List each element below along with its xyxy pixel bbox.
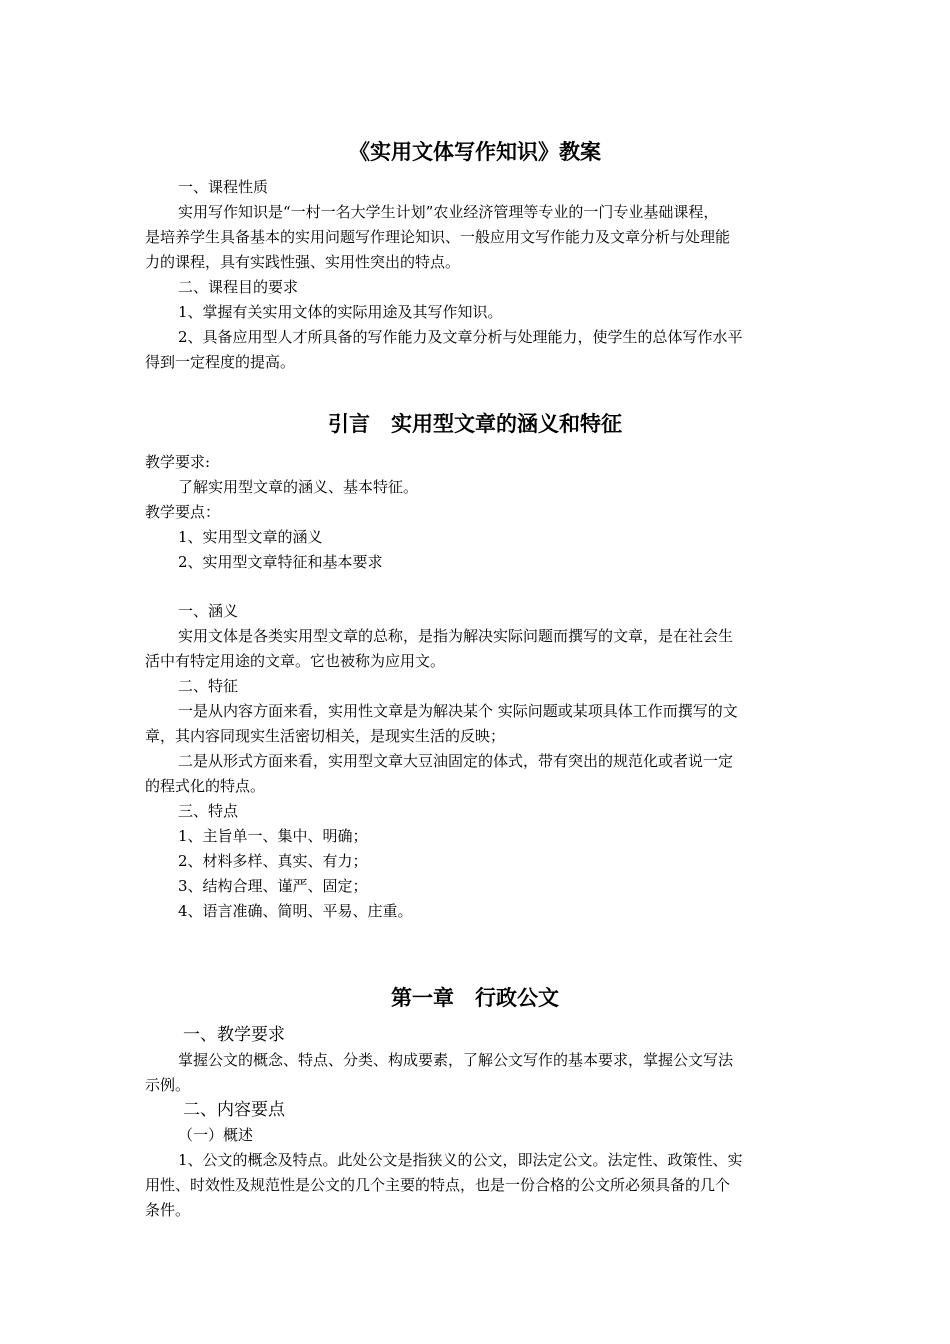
intro-point-item: 2、实用型文章特征和基本要求 — [178, 553, 383, 571]
course-nature-heading: 一、课程性质 — [178, 178, 269, 196]
intro-points-label: 教学要点： — [145, 503, 221, 521]
feature-line: 二是从形式方面来看，实用型文章大豆油固定的体式，带有突出的规范化或者说一定 — [178, 752, 734, 770]
chapter1-heading: 第一章 行政公文 — [391, 985, 559, 1010]
intro-req-text: 了解实用型文章的涵义、基本特征。 — [178, 478, 419, 496]
feature-line: 的程式化的特点。 — [145, 777, 266, 795]
chapter1-concept-line: 1、公文的概念及特点。此处公文是指狭义的公文，即法定公文。法定性、政策性、实 — [178, 1151, 743, 1169]
chapter1-overview: （一）概述 — [178, 1126, 254, 1144]
feature-line: 章，其内容同现实生活密切相关，是现实生活的反映； — [145, 727, 506, 745]
course-goal-item: 1、掌握有关实用文体的实际用途及其写作知识。 — [178, 303, 503, 321]
meaning-heading: 一、涵义 — [178, 602, 239, 620]
meaning-line: 实用文体是各类实用型文章的总称，是指为解决实际问题而撰写的文章，是在社会生 — [178, 627, 734, 645]
intro-req-label: 教学要求: — [145, 453, 211, 471]
trait-item: 4、语言准确、简明、平易、庄重。 — [178, 902, 413, 920]
document-title: 《实用文体写作知识》教案 — [349, 139, 601, 164]
course-goal-heading: 二、课程目的要求 — [178, 278, 299, 296]
trait-item: 3、结构合理、谨严、固定； — [178, 877, 368, 895]
intro-heading: 引言 实用型文章的涵义和特征 — [328, 411, 622, 436]
feature-heading: 二、特征 — [178, 677, 239, 695]
trait-heading: 三、特点 — [178, 802, 239, 820]
chapter1-concept-line: 条件。 — [145, 1201, 191, 1219]
course-nature-line: 力的课程，具有实践性强、实用性突出的特点。 — [145, 253, 461, 271]
trait-item: 2、材料多样、真实、有力； — [178, 852, 368, 870]
chapter1-req-line: 示例。 — [145, 1076, 191, 1094]
chapter1-req-heading: 一、教学要求 — [183, 1025, 285, 1045]
trait-item: 1、主旨单一、集中、明确； — [178, 827, 368, 845]
course-nature-line: 是培养学生具备基本的实用问题写作理论知识、一般应用文写作能力及文章分析与处理能 — [145, 228, 731, 246]
chapter1-req-line: 掌握公文的概念、特点、分类、构成要素，了解公文写作的基本要求，掌握公文写法 — [178, 1051, 734, 1069]
feature-line: 一是从内容方面来看，实用性文章是为解决某个 实际问题或某项具体工作而撰写的文 — [178, 702, 738, 720]
course-goal-item: 2、具备应用型人才所具备的写作能力及文章分析与处理能力，使学生的总体写作水平 — [178, 328, 743, 346]
chapter1-content-heading: 二、内容要点 — [183, 1100, 285, 1120]
course-goal-item: 得到一定程度的提高。 — [145, 353, 296, 371]
intro-point-item: 1、实用型文章的涵义 — [178, 528, 323, 546]
course-nature-line: 实用写作知识是“一村一名大学生计划”农业经济管理等专业的一门专业基础课程， — [178, 203, 719, 221]
meaning-line: 活中有特定用途的文章。它也被称为应用文。 — [145, 652, 446, 670]
chapter1-concept-line: 用性、时效性及规范性是公文的几个主要的特点，也是一份合格的公文所必须具备的几个 — [145, 1176, 731, 1194]
